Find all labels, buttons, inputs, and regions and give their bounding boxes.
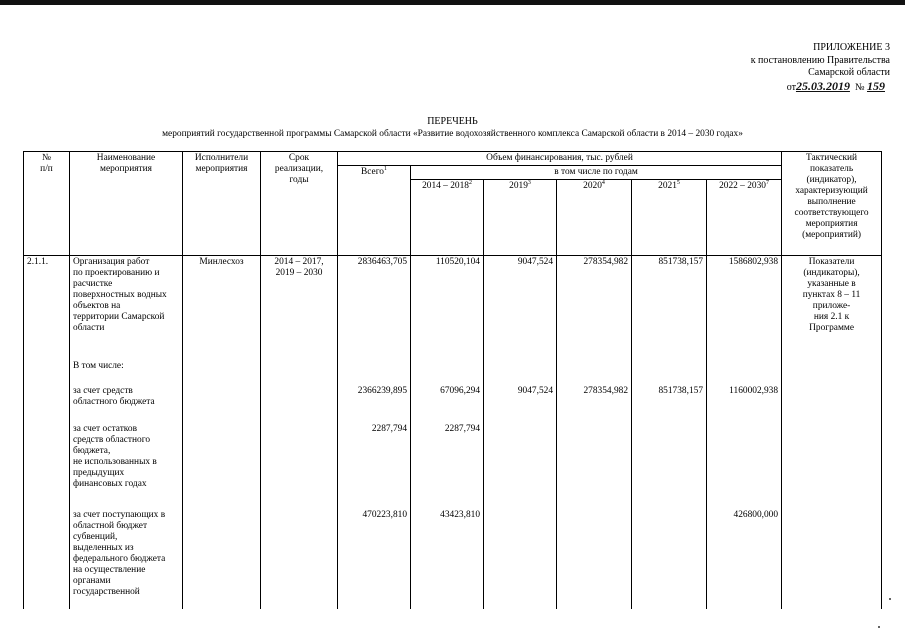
- header-year-4: 2021$^5$: [632, 180, 707, 256]
- cell-term: [261, 360, 338, 385]
- cell-indicator: [782, 509, 882, 609]
- cell-y1: 110520,104: [411, 256, 484, 360]
- cell-indicator: [782, 360, 882, 385]
- cell-total: 2287,794: [338, 423, 411, 509]
- cell-y1: 67096,294: [411, 385, 484, 423]
- table-row: [24, 360, 882, 385]
- cell-y5: 1160002,938: [707, 385, 782, 423]
- scan-speck: [878, 626, 880, 628]
- cell-y4: 851738,157: [632, 385, 707, 423]
- cell-y2: 9047,524: [484, 385, 557, 423]
- cell-y3: [557, 509, 632, 609]
- table-row: [24, 423, 882, 509]
- header-executors: Исполнители мероприятия: [183, 152, 261, 256]
- header-year-1: 2014 – 2018$^2$: [411, 180, 484, 256]
- header-total: Всего$^1$: [338, 166, 411, 256]
- cell-y2: [484, 509, 557, 609]
- cell-num: 2.1.1.: [24, 256, 70, 360]
- cell-name: за счет поступающих в областной бюджет субвенций, выделенных из федерального бюджета на осуществление органами государственной: [70, 509, 183, 609]
- cell-name: Организация работ по проектированию и расчистке поверхностных водных объектов на территории Самарской области: [70, 256, 183, 360]
- cell-y1: 2287,794: [411, 423, 484, 509]
- cell-num: [24, 423, 70, 509]
- header-volume: Объем финансирования, тыс. рублей: [338, 152, 782, 166]
- measures-table: [23, 151, 882, 609]
- handwritten-number: 159: [867, 78, 885, 93]
- cell-y5: [707, 360, 782, 385]
- cell-y1: [411, 360, 484, 385]
- appendix-region: Самарской области: [808, 67, 890, 78]
- header-indicator: Тактический показатель (индикатор), характеризующий выполнение соответствующего мероприятия (мероприятий): [782, 152, 882, 256]
- scan-speck: [889, 598, 891, 600]
- cell-executor: Минлесхоз: [183, 256, 261, 360]
- cell-name: за счет средств областного бюджета: [70, 385, 183, 423]
- cell-y3: 278354,982: [557, 256, 632, 360]
- header-term: Срок реализации, годы: [261, 152, 338, 256]
- cell-executor: [183, 385, 261, 423]
- cell-indicator: Показатели (индикаторы), указанные в пунктах 8 – 11 приложе- ния 2.1 к Программе: [782, 256, 882, 360]
- cell-total: 2366239,895: [338, 385, 411, 423]
- scan-top-edge: [0, 0, 905, 5]
- cell-y4: [632, 423, 707, 509]
- cell-num: [24, 385, 70, 423]
- table-row: [24, 256, 882, 360]
- appendix-title: ПРИЛОЖЕНИЕ 3: [813, 42, 890, 53]
- cell-y2: 9047,524: [484, 256, 557, 360]
- cell-total: 470223,810: [338, 509, 411, 609]
- cell-indicator: [782, 423, 882, 509]
- cell-executor: [183, 360, 261, 385]
- header-num: № п/п: [24, 152, 70, 256]
- cell-y3: 278354,982: [557, 385, 632, 423]
- cell-term: 2014 – 2017, 2019 – 2030: [261, 256, 338, 360]
- cell-y2: [484, 360, 557, 385]
- cell-y4: [632, 360, 707, 385]
- date-prefix: от: [786, 81, 796, 93]
- header-by-years: в том числе по годам: [411, 166, 782, 180]
- appendix-block: [690, 42, 890, 94]
- appendix-resolution: к постановлению Правительства: [750, 54, 890, 66]
- cell-total: [338, 360, 411, 385]
- header-year-3: 2020$^4$: [557, 180, 632, 256]
- cell-y3: [557, 423, 632, 509]
- table-row: [24, 385, 882, 423]
- cell-y2: [484, 423, 557, 509]
- header-year-2: 2019$^3$: [484, 180, 557, 256]
- cell-num: [24, 509, 70, 609]
- cell-name: за счет остатков средств областного бюджета, не использованных в предыдущих финансовых годах: [70, 423, 183, 509]
- appendix-date-line: [690, 80, 890, 95]
- number-prefix: №: [854, 81, 865, 93]
- cell-y4: 851738,157: [632, 256, 707, 360]
- cell-y5: [707, 423, 782, 509]
- cell-y5: 426800,000: [707, 509, 782, 609]
- cell-name: В том числе:: [70, 360, 183, 385]
- document-title: ПЕРЕЧЕНЬ: [427, 116, 478, 127]
- document-subtitle: мероприятий государственной программы Самарской области «Развитие водохозяйственного комплекса Самарской области в 2014 – 2030 годах»: [162, 129, 743, 139]
- cell-y1: 43423,810: [411, 509, 484, 609]
- cell-executor: [183, 423, 261, 509]
- cell-term: [261, 509, 338, 609]
- cell-y4: [632, 509, 707, 609]
- cell-y3: [557, 360, 632, 385]
- cell-total: 2836463,705: [338, 256, 411, 360]
- cell-executor: [183, 509, 261, 609]
- header-year-5: 2022 – 2030$^7$: [707, 180, 782, 256]
- handwritten-date: 25.03.2019: [795, 78, 850, 93]
- table-row: [24, 509, 882, 609]
- cell-indicator: [782, 385, 882, 423]
- cell-term: [261, 385, 338, 423]
- cell-y5: 1586802,938: [707, 256, 782, 360]
- cell-term: [261, 423, 338, 509]
- header-name: Наименование мероприятия: [70, 152, 183, 256]
- header-row-1: [24, 152, 882, 166]
- cell-num: [24, 360, 70, 385]
